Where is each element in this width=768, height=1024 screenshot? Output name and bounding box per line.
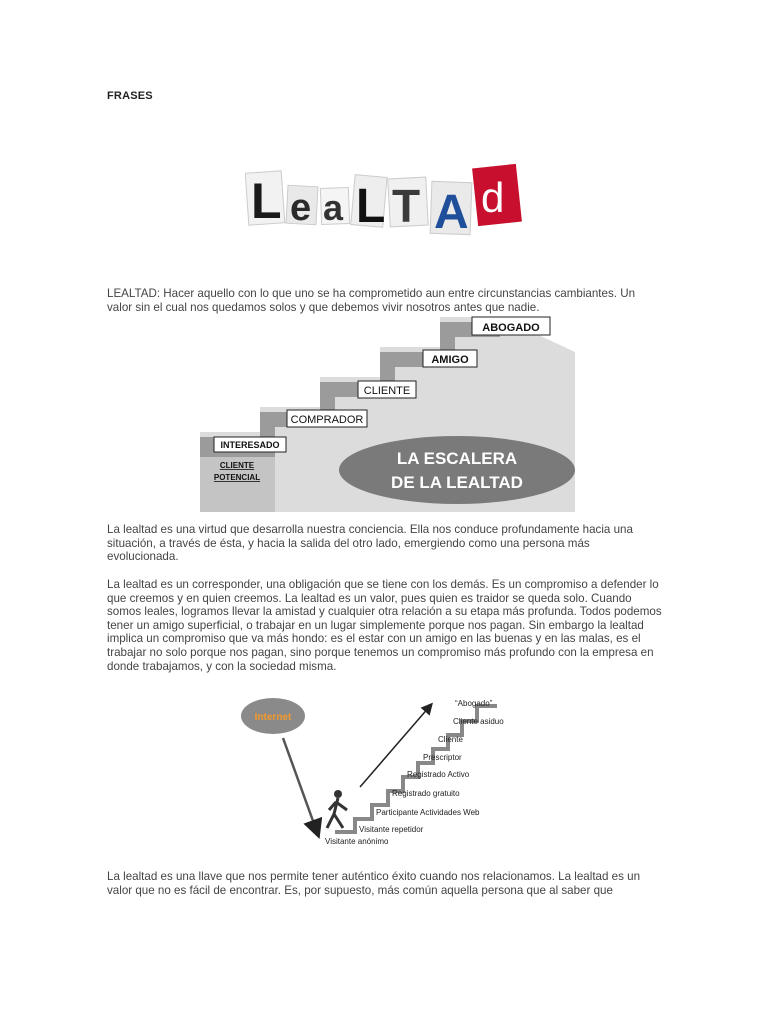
paragraph-1: LEALTAD: Hacer aquello con lo que uno se ha comprometido aun entre circunstancias cambiantes. Un valor sin el cual nos quedamos solos y que debemos vivir nosotros antes que nadie.	[107, 287, 636, 314]
climbing-figure	[327, 790, 347, 828]
svg-text:ABOGADO: ABOGADO	[482, 322, 540, 334]
ladder-label-prescriptor: Prescriptor	[423, 753, 462, 762]
logo-letter-l2	[351, 175, 387, 233]
logo-letter-l1	[245, 171, 285, 229]
svg-text:LA ESCALERA: LA ESCALERA	[396, 449, 518, 468]
svg-text:DE LA LEALTAD: DE LA LEALTAD	[391, 473, 523, 492]
step-label-comprador	[287, 410, 367, 427]
svg-text:POTENCIAL: POTENCIAL	[213, 473, 261, 482]
svg-text:AMIGO: AMIGO	[431, 354, 469, 366]
ladder-label-registrado-activo: Registrado Activo	[407, 770, 470, 779]
svg-text:COMPRADOR: COMPRADOR	[290, 414, 364, 426]
ladder-label-abogado: “Abogado”	[455, 699, 493, 708]
ladder-label-visitante-anonimo: Visitante anónimo	[325, 837, 389, 846]
internet-bubble	[241, 698, 305, 734]
svg-text:a: a	[323, 187, 344, 228]
down-arrow	[283, 738, 317, 832]
ladder-label-cliente-asiduo: Cliente asiduo	[453, 717, 504, 726]
step-label-abogado	[472, 317, 550, 335]
svg-text:L: L	[251, 173, 282, 229]
svg-text:d: d	[481, 174, 505, 221]
section-heading: FRASES	[107, 90, 153, 102]
logo-letter-a	[320, 187, 349, 228]
svg-text:T: T	[392, 180, 421, 232]
step-label-interesado	[214, 437, 286, 452]
logo-letter-a2	[430, 181, 472, 239]
svg-text:CLIENTE: CLIENTE	[363, 385, 411, 397]
logo-letter-t	[388, 177, 428, 232]
internet-loyalty-ladder-diagram	[235, 692, 535, 852]
svg-text:A: A	[434, 186, 469, 239]
svg-text:INTERESADO: INTERESADO	[220, 440, 280, 450]
logo-letter-d	[472, 164, 522, 226]
svg-text:Internet: Internet	[254, 712, 292, 723]
paragraph-4: La lealtad es una llave que nos permite tener auténtico éxito cuando nos relacionamos. La lealtad es un valor que no es fácil de encontrar. Es, por supuesto, más común aquella persona que al saber que	[107, 870, 641, 897]
ladder-label-visitante-repetidor: Visitante repetidor	[359, 825, 424, 834]
paragraph-3: La lealtad es un corresponder, una obligación que se tiene con los demás. Es un compromiso a defender lo que creemos y en quien creemos. La lealtad es un valor, pues quien es traidor se queda solo. Cuando somos leales, logramos llevar la amistad y cualquier otra relación a su etapa más profunda. Todos podemos tener un amigo superficial, o trabajar en un lugar simplemente porque nos pagan. Sin embargo la lealtad implica un compromiso que va más hondo: es el estar con un amigo en las buenas y en las malas, es el trabajar no solo porque nos pagan, sino porque tenemos un compromiso más profundo con la empresa en donde trabajamos, y con la sociedad misma.	[107, 578, 662, 673]
logo-letter-e	[286, 185, 318, 229]
lealtad-logo-image	[245, 160, 525, 240]
ladder-label-cliente: Cliente	[438, 735, 463, 744]
svg-text:CLIENTE: CLIENTE	[219, 461, 255, 470]
paragraph-2: La lealtad es una virtud que desarrolla nuestra conciencia. Ella nos conduce profundamente hacia una situación, a través de ésta, y hacia la salida del otro lado, emergiendo como una persona más evolucionada.	[107, 523, 633, 564]
step-label-amigo	[423, 350, 477, 367]
svg-text:e: e	[290, 187, 312, 229]
step-label-cliente	[358, 381, 416, 398]
ladder-label-participante: Participante Actividades Web	[376, 808, 480, 817]
loyalty-staircase-diagram	[200, 312, 575, 512]
staircase-title-cloud	[339, 436, 575, 504]
ladder-label-registrado-gratuito: Registrado gratuito	[392, 789, 460, 798]
svg-text:L: L	[356, 180, 386, 233]
